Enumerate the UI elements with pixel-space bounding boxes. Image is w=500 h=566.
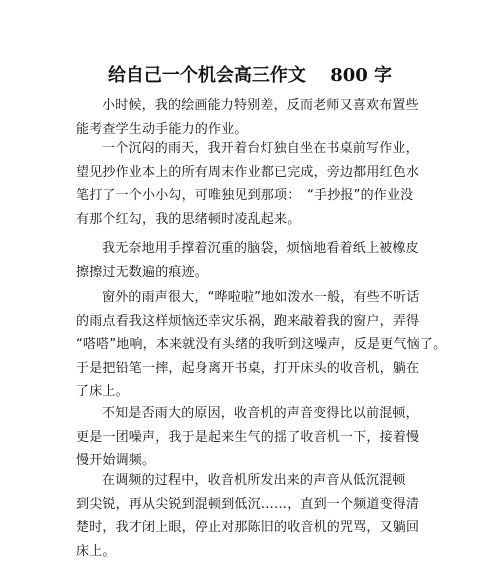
paragraph-4 [76,286,447,404]
paragraph-line: 到尖锐，再从尖锐到混顿到低沉……，直到一个频道变得清 [76,496,420,512]
paragraph-line: 望见抄作业本上的所有周末作业都已完成，旁边都用红色水 [76,164,420,180]
paragraph-line: 床上。 [76,543,116,559]
paragraph-3 [76,237,436,284]
paragraph-line: 笔打了一个小小勾，可唯独见到那项： “手抄报”的作业没 [76,188,414,203]
paragraph-line: 了床上。 [76,384,129,399]
paragraph-line: 擦擦过无数遍的痕迹。 [76,264,209,280]
paragraph-line: 更是一团噪声，我于是起来生气的揺了收音机一下，接着慢 [76,429,420,445]
paragraph-line: 能考查学生动手能力的作业。 [76,121,248,137]
paragraph-line: 有那个红勾，我的思绪顿时凌乱起来。 [76,211,301,227]
paragraph-line: 小时候，我的绘画能力特别差，反而老师又喜欢布置些 [102,98,419,113]
paragraph-line: 于是把铅笔一摔，起身离开书桌，打开床头的收音机，躺在 [76,360,420,376]
paragraph-line: 的雨点看我这样烦恼还幸灾乐祸，跑来敲着我的窗户，弄得 [76,313,420,329]
paragraph-line: 在调频的过程中，收音机所发出来的声音从低沉混顿 [102,473,406,488]
paragraph-line: 不知是否雨大的原因，收音机的声音变得比以前混顿， [102,406,419,421]
paragraph-line: 我无奈地用手撑着沉重的脑袋，烦恼地看着纸上被橡皮 [102,241,419,256]
paragraph-2 [76,137,436,231]
paragraph-line: 慢开始调频。 [76,453,156,468]
paragraph-line: 一个沉闷的雨天，我开着台灯独自坐在书桌前写作业， [102,141,419,156]
essay-title: 给自己一个机会高三作文 800 字 [107,65,393,86]
paragraph-1 [76,94,436,141]
paragraph-line: “嗒嗒”地响，本来就没有头绪的我听到这噪声，反是更气恼了。 [76,337,447,352]
paragraph-5 [76,402,436,473]
paragraph-6 [76,469,436,563]
paragraph-line: 窗外的雨声很大，“哗啦啦”地如泼水一般，有些不听话 [102,290,420,305]
paragraph-line: 楚时，我才闭上眼，停止对那陈旧的收音机的咒骂，又躺回 [76,520,420,535]
